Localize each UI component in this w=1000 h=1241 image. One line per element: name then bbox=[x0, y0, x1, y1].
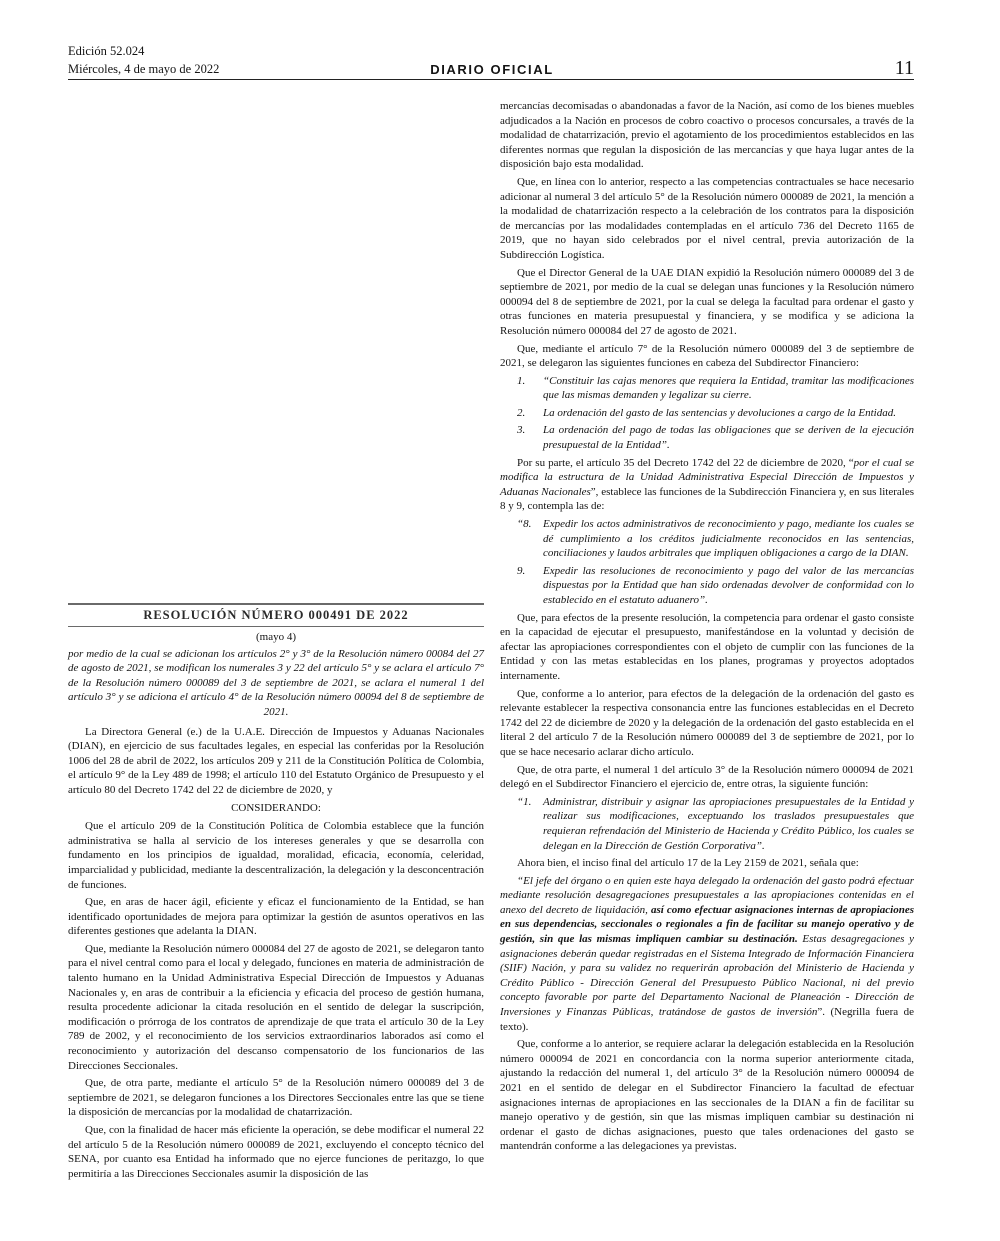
text-run: Por su parte, el artículo 35 del Decreto 1742 del 22 de diciembre de 2020, “ bbox=[517, 456, 854, 469]
financial-function-list bbox=[500, 795, 914, 853]
paragraph: Que, con la finalidad de hacer más eficiente la operación, se debe modificar el numeral 22 del artículo 5 de la Resolución número 000089 de 2021, excluyendo el concepto técnico del SENA, por cuanto esa Entidad ha informado que no ejerce funciones de peritazgo, lo que permitiría a las Direcciones Seccionales asumir la disposición de las bbox=[68, 1124, 484, 1180]
list-item bbox=[500, 517, 914, 561]
decree-literals-list bbox=[500, 517, 914, 608]
resolution-title: RESOLUCIÓN NÚMERO 000491 DE 2022 bbox=[68, 603, 484, 627]
paragraph: Que, mediante la Resolución número 000084 del 27 de agosto de 2021, se delegaron tanto para el nivel central como para el local y delegado, funciones en materia de administración de talento humano en la Unidad Administrativa Especial Dirección de Impuestos y Aduanas Nacionales y, en aras de contribuir a la eficiencia y eficacia del proceso de gestión humana, resulta procedente adicionar la citada resolución en el sentido de delegar la suscripción, modificación o prórroga de los contratos de aprendizaje de que trata el artículo 30 de la Ley 789 de 2002, y el reconocimiento de los servicios extraordinarios laborados así como el reconocimiento y autorización del descanso compensatorio de los funcionarios de las Direcciones Seccionales. bbox=[68, 942, 484, 1072]
list-item bbox=[500, 374, 914, 403]
italic-text-run: Estas desagregaciones y asignaciones deberán quedar registradas en el Sistema Integrado de Información Financiera (SIIF) Nación, y para su validez no requerirán aprobación del Ministerio de Hacienda y Crédito Público - Dirección General del Presupuesto Público Nacional, ni del previo concepto favorable por parte del Departamento Nacional de Planeación - Dirección de Inversiones y Finanzas Públicas, tratándose de gastos de inversión bbox=[500, 933, 914, 1019]
list-marker: “8. bbox=[517, 518, 532, 531]
list-item-text: Expedir los actos administrativos de reconocimiento y pago, mediante los cuales se dé cumplimiento a los créditos judicialmente reconocidos en las sentencias, conciliaciones y laudos arbitrales que impliquen obligaciones a cargo de la DIAN. bbox=[543, 518, 914, 560]
delegated-functions-list bbox=[500, 374, 914, 453]
edition-number: Edición 52.024 bbox=[68, 44, 145, 58]
quoted-law-paragraph bbox=[500, 874, 914, 1035]
paragraph: Que el artículo 209 de la Constitución Política de Colombia establece que la función administrativa se halla al servicio de los intereses generales y que se desarrolla con fundamento en los principios de igualdad, moralidad, eficacia, economía, celeridad, imparcialidad y publicidad, mediante la descentralización, la delegación y la desconcentración de funciones. bbox=[68, 820, 484, 891]
left-column bbox=[68, 603, 484, 1184]
paragraph bbox=[500, 456, 914, 514]
bold-italic-text-run: así como efectuar asignaciones internas de apropiaciones en sus dependencias, seccionales o regionales a fin de facilitar su manejo operativo y de gestión, sin que las mismas impliquen cambiar su destinación. bbox=[500, 903, 914, 946]
list-item-text: La ordenación del gasto de las sentencias y devoluciones a cargo de la Entidad. bbox=[543, 406, 896, 419]
list-item-text: La ordenación del pago de todas las obligaciones que se deriven de la ejecución presupuestal de la Entidad”. bbox=[543, 424, 914, 452]
paragraph: Ahora bien, el inciso final del artículo 17 de la Ley 2159 de 2021, señala que: bbox=[517, 857, 859, 870]
paragraph: Que, conforme a lo anterior, para efectos de la delegación de la ordenación del gasto es relevante establecer la respectiva consonancia entre las funciones establecidas en el Decreto 1742 del 22 de diciembre de 2020 y la delegación de la ordenación del gasto establecida en el literal 2 del artículo 7 de la Resolución número 000089 del 3 de septiembre de 2021, por lo que se hace necesario aclarar dicho artículo. bbox=[500, 687, 914, 758]
right-column bbox=[500, 99, 914, 1157]
paragraph: Que, mediante el artículo 7° de la Resolución número 000089 del 3 de septiembre de 2021, se delegaron las siguientes funciones en cabeza del Subdirector Financiero: bbox=[500, 342, 914, 370]
header-divider bbox=[68, 79, 914, 80]
list-item bbox=[500, 564, 914, 608]
list-marker: 3. bbox=[517, 424, 526, 437]
list-item-text: Administrar, distribuir y asignar las apropiaciones presupuestales de la Entidad y realizar sus modificaciones, exceptuando los traslados presupuestales que requieran refrendación del Ministerio de Hacienda y Crédito Público, los cuales se delegan en la Dirección de Gestión Corporativa”. bbox=[543, 795, 914, 852]
list-marker: 9. bbox=[517, 564, 526, 577]
considerando-heading: CONSIDERANDO: bbox=[231, 801, 321, 814]
paragraph: Que, para efectos de la presente resolución, la competencia para ordenar el gasto consiste en la capacidad de ejecutar el presupuesto, manifestándose en la voluntad y decisión de afectar las apropiaciones correspondientes con el objeto de cumplir con las funciones de la Entidad y con las metas establecidas en los planes, programas y proyectos adoptados internamente. bbox=[500, 611, 914, 682]
paragraph: Que, de otra parte, el numeral 1 del artículo 3° de la Resolución número 000094 de 2021 delegó en el Subdirector Financiero el ejercicio de, entre otras, la siguiente función: bbox=[500, 763, 914, 791]
text-run: ”. (Negrilla fuera de texto). bbox=[500, 1006, 914, 1033]
list-marker: 2. bbox=[517, 406, 526, 419]
list-item bbox=[500, 795, 914, 853]
paragraph: Que el Director General de la UAE DIAN expidió la Resolución número 000089 del 3 de septiembre de 2021, por medio de la cual se delegan unas funciones y la Resolución número 000094 del 8 de septiembre de 2021, por la cual se delega la facultad para ordenar el gasto y otras funciones en materia presupuestal y financiera, y se modifica y se adiciona la Resolución número 000084 del 27 de agosto de 2021. bbox=[500, 266, 914, 337]
paragraph-continued: mercancías decomisadas o abandonadas a favor de la Nación, así como de los bienes muebles adjudicados a la Nación en procesos de cobro coactivo o procesos concursales, a través de la modalidad de chatarrización, previo el agotamiento de los procedimientos establecidos en las diferentes normas que regulan la disposición de las mercancías y que haya lugar antes de la disposición bajo esta modalidad. bbox=[500, 100, 914, 171]
resolution-preamble: La Directora General (e.) de la U.A.E. Dirección de Impuestos y Aduanas Nacionales (DIAN), en ejercicio de sus facultades legales, en especial las conferidas por la Resolución 1006 del 28 de abril de 2022, los artículos 209 y 211 de la Constitución Política de Colombia, el artículo 9° de la Ley 489 de 1998; el artículo 110 del Estatuto Orgánico de Presupuesto y el artículo 80 del Decreto 1742 del 22 de diciembre de 2020, y bbox=[68, 725, 484, 796]
publication-date: Miércoles, 4 de mayo de 2022 bbox=[68, 62, 220, 76]
list-marker: 1. bbox=[517, 374, 526, 387]
text-run: ”, establece las funciones de la Subdirección Financiera y, en sus literales 8 y 9, contempla las de: bbox=[500, 485, 915, 513]
list-item-text: Expedir las resoluciones de reconocimiento y pago del valor de las mercancías dispuestas por la Entidad que han sido ordenadas devolver de conformidad con lo establecido en el estatuto aduanero”. bbox=[543, 564, 914, 606]
list-item bbox=[500, 406, 914, 421]
list-item bbox=[500, 423, 914, 452]
paragraph: Que, en línea con lo anterior, respecto a las competencias contractuales se hace necesario adicionar al numeral 3 del artículo 5° de la Resolución número 000089 de 2021, la mención a la modalidad de chatarrización respecto a la celebración de los contratos para la disposición de mercancías por las modalidades contempladas en el artículo 736 del Decreto 1165 de 2019, que no hayan sido celebrados por el nivel central, previa autorización de la Subdirección Logística. bbox=[500, 175, 914, 261]
resolution-date: (mayo 4) bbox=[255, 631, 296, 643]
paragraph: Que, de otra parte, mediante el artículo 5° de la Resolución número 000089 del 3 de septiembre de 2021, se delegaron funciones a los Directores Seccionales entre las que se tiene la disposición de mercancías por la modalidad de chatarrización. bbox=[68, 1077, 484, 1119]
list-marker: “1. bbox=[517, 795, 532, 808]
italic-text-run: por el cual se modifica la estructura de la Unidad Administrativa Especial Dirección de Impuestos y Aduanas Nacionales bbox=[500, 456, 914, 498]
paragraph: Que, conforme a lo anterior, se requiere aclarar la delegación establecida en la Resolución número 000094 de 2021 en concordancia con la norma superior anteriormente citada, ajustando la redacción del numeral 1, del artículo 3° de la Resolución número 000094 de 2021 en el sentido de delegar en el Subdirector Financiero la facultad de efectuar asignaciones internas de apropiaciones en las seccionales de la DIAN a fin de facilitar su manejo operativo y de gestión, sin que las mismas impliquen cambiar su destinación ni ordenar el gasto de dichas asignaciones, puesto que tales ordenaciones del gasto se mantendrán conforme a las delegaciones ya previstas. bbox=[500, 1038, 914, 1153]
publication-title: DIARIO OFICIAL bbox=[430, 62, 554, 77]
italic-text-run: “El jefe del órgano o en quien este haya delegado la ordenación del gasto podrá efectuar mediante resolución desagregaciones presupuestales a las apropiaciones contenidas en el anexo del decreto de liquidación, bbox=[500, 874, 914, 916]
page-number: 11 bbox=[894, 57, 914, 79]
paragraph: Que, en aras de hacer ágil, eficiente y eficaz el funcionamiento de la Entidad, se han identificado oportunidades de mejora para optimizar la gestión de asuntos operativos en las diferentes gestiones que adelanta la DIAN. bbox=[68, 896, 484, 938]
resolution-summary: por medio de la cual se adicionan los artículos 2° y 3° de la Resolución número 00084 del 27 de agosto de 2021, se modifican los numerales 3 y 22 del artículo 5° y se aclara el artículo 7° de la Resolución número 000089 del 3 de septiembre de 2021, se aclara el numeral 1 del artículo 3° y se adiciona el artículo 4° de la Resolución número 00094 del 8 de septiembre de 2021. bbox=[68, 647, 484, 718]
list-item-text: “Constituir las cajas menores que requiera la Entidad, tramitar las modificaciones que las mismas demanden y legalizar su cierre. bbox=[543, 374, 914, 402]
